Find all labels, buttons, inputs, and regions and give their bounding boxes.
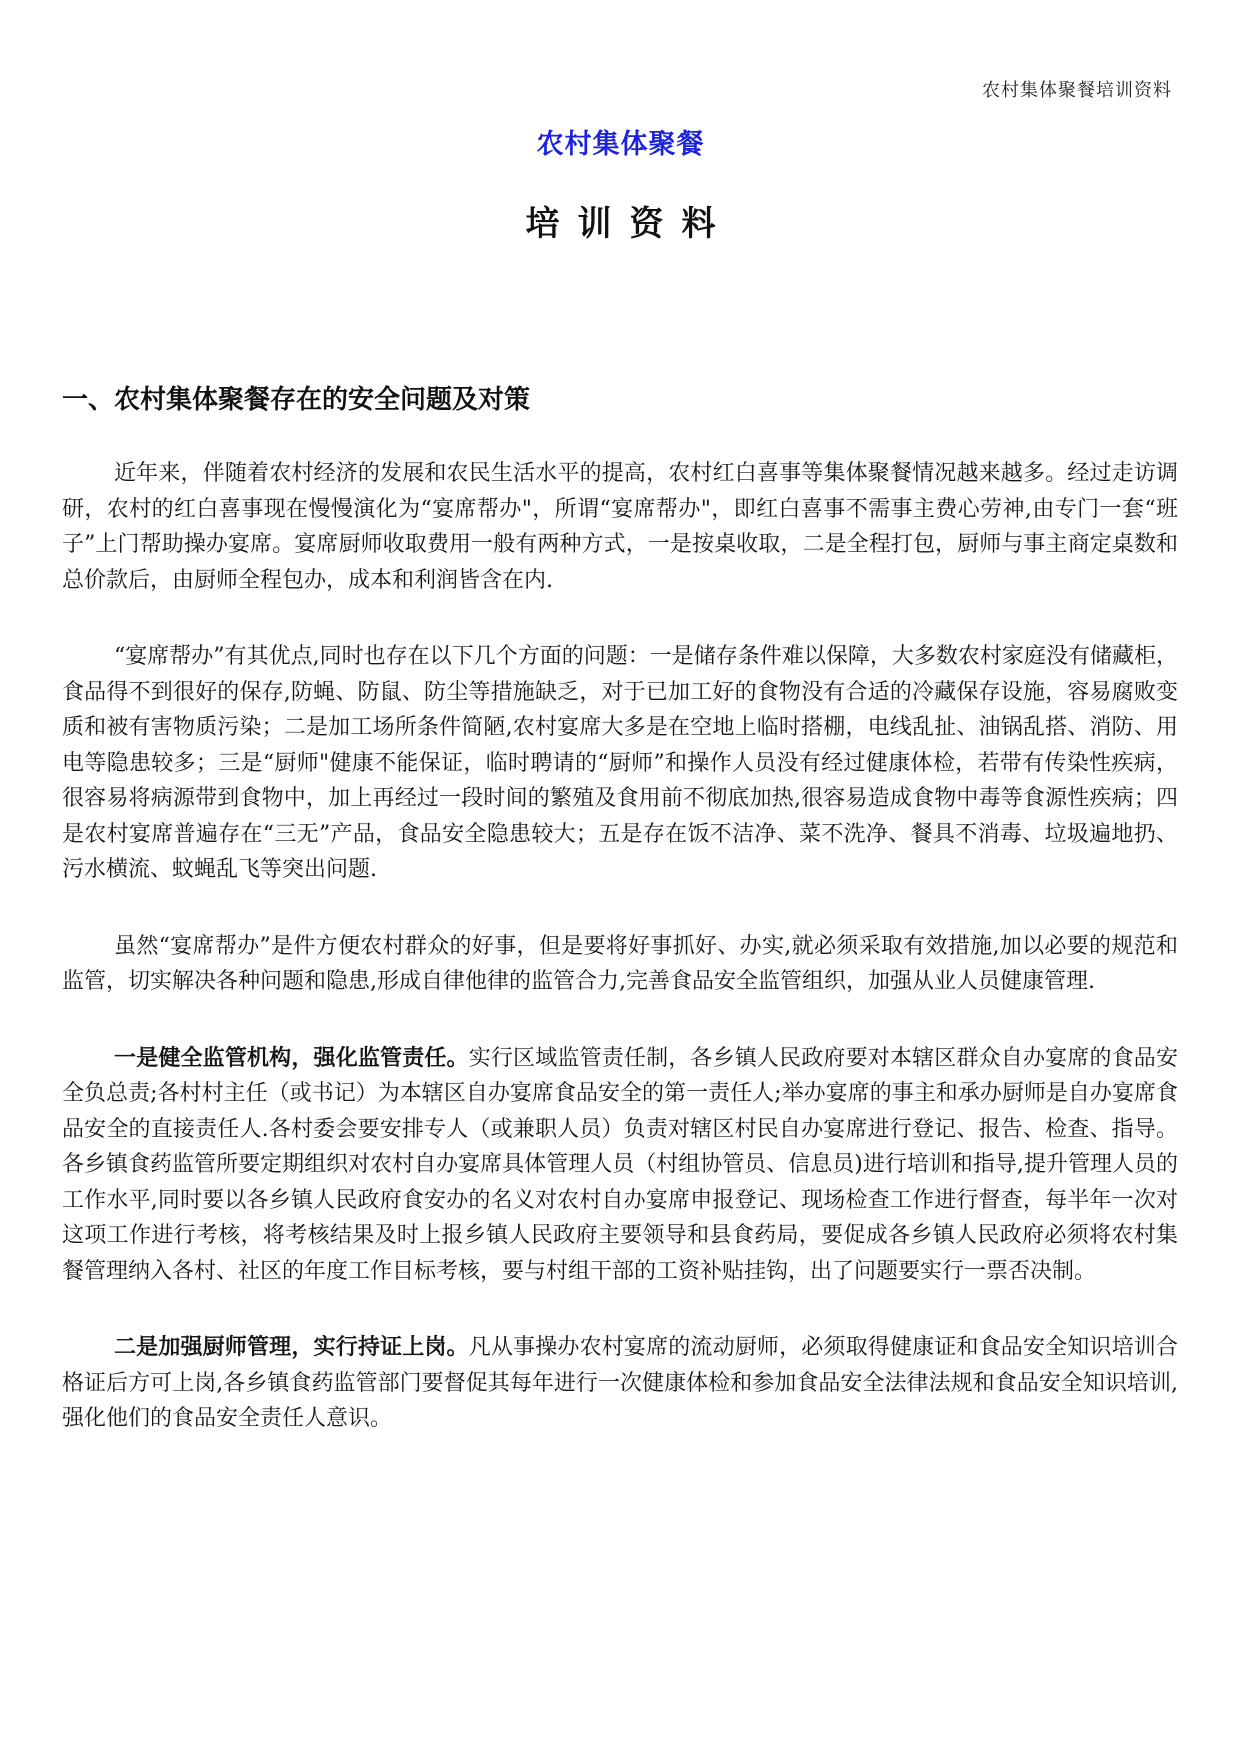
paragraph-lead: 二是加强厨师管理，实行持证上岗。 (114, 1335, 469, 1360)
paragraph-measures (62, 929, 1178, 1000)
paragraph-text: 实行区域监管责任制，各乡镇人民政府要对本辖区群众自办宴席的食品安全负总责;各村村主任（或书记）为本辖区自办宴席食品安全的第一责任人;举办宴席的事主和承办厨师是自办宴席食品安全的直接责任人.各村委会要安排专人（或兼职人员）负责对辖区村民自办宴席进行登记、报告、检查、指导。各乡镇食药监管所要定期组织对农村自办宴席具体管理人员（村组协管员、信息员)进行培训和指导,提升管理人员的工作水平,同时要以各乡镇人民政府食安办的名义对农村自办宴席申报登记、现场检查工作进行督查，每半年一次对这项工作进行考核，将考核结果及时上报乡镇人民政府主要领导和县食药局，要促成各乡镇人民政府必须将农村集餐管理纳入各村、社区的年度工作目标考核，要与村组干部的工资补贴挂钩，出了问题要实行一票否决制。 (62, 1045, 1178, 1284)
document-subtitle: 培训资料 (525, 204, 734, 244)
paragraph-text: 凡从事操办农村宴席的流动厨师，必须取得健康证和食品安全知识培训合格证后方可上岗,各乡镇食药监管部门要督促其每年进行一次健康体检和参加食品安全法律法规和食品安全知识培训,强化他们的食品安全责任人意识。 (62, 1335, 1178, 1431)
paragraph-text: “宴席帮办”有其优点,同时也存在以下几个方面的问题：一是储存条件难以保障，大多数农村家庭没有储藏柜，食品得不到很好的保存,防蝇、防鼠、防尘等措施缺乏，对于已加工好的食物没有合适的冷藏保存设施，容易腐败变质和被有害物质污染；二是加工场所条件简陋,农村宴席大多是在空地上临时搭棚，电线乱扯、油锅乱搭、消防、用电等隐患较多；三是“厨师"健康不能保证，临时聘请的“厨师”和操作人员没有经过健康体检，若带有传染性疾病，很容易将病源带到食物中，加上再经过一段时间的繁殖及食用前不彻底加热,很容易造成食物中毒等食源性疾病；四是农村宴席普遍存在“三无”产品，食品安全隐患较大；五是存在饭不洁净、菜不洗净、餐具不消毒、垃圾遍地扔、污水横流、蚊蝇乱飞等突出问题. (62, 644, 1178, 882)
paragraph-text: 近年来，伴随着农村经济的发展和农民生活水平的提高，农村红白喜事等集体聚餐情况越来越多。经过走访调研，农村的红白喜事现在慢慢演化为“宴席帮办"，所谓“宴席帮办"，即红白喜事不需事主费心劳神,由专门一套“班子”上门帮助操办宴席。宴席厨师收取费用一般有两种方式，一是按桌收取，二是全程打包，厨师与事主商定桌数和总价款后，由厨师全程包办，成本和利润皆含在内. (62, 461, 1178, 593)
paragraph-measure-2 (62, 1330, 1178, 1437)
paragraph-lead: 一是健全监管机构，强化监管责任。 (114, 1045, 469, 1071)
document-title: 农村集体聚餐 (536, 129, 705, 160)
document-body (62, 456, 1178, 1478)
paragraph-text: 虽然“宴席帮办”是件方便农村群众的好事，但是要将好事抓好、办实,就必须采取有效措施,加以必要的规范和监管，切实解决各种问题和隐患,形成自律他律的监管合力,完善食品安全监管组织，加强从业人员健康管理. (62, 933, 1178, 994)
paragraph-measure-1 (62, 1041, 1178, 1290)
section-heading: 一、农村集体聚餐存在的安全问题及对策 (62, 385, 531, 415)
running-header: 农村集体聚餐培训资料 (982, 80, 1172, 101)
paragraph-problems (62, 639, 1178, 888)
paragraph-intro (62, 456, 1178, 598)
